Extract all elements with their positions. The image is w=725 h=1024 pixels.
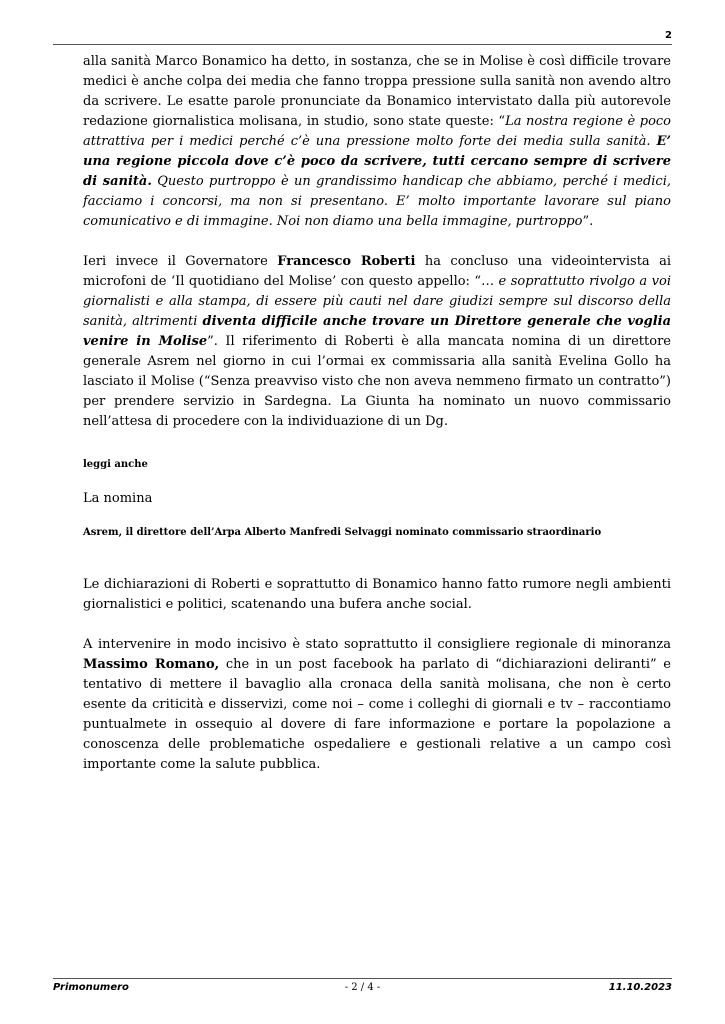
quote-italic: Questo purtroppo è un grandissimo handicap che abbiamo, perché i medici, facciamo i concorsi, ma non si presentano. E’ molto importante lavorare sul piano comunicativo e di immagine. Noi non diamo una bella immagine, purtroppo xyxy=(83,174,671,229)
text-span: A intervenire in modo incisivo è stato soprattutto il consigliere regionale di minoranza xyxy=(83,637,671,652)
related-category: La nomina xyxy=(83,491,153,506)
name-bold: Francesco Roberti xyxy=(277,254,416,269)
footer-source: Primonumero xyxy=(53,982,129,993)
header-divider xyxy=(53,44,672,45)
quote-italic: … e soprattutto rivolgo a voi giornalisti e alla stampa, di essere più cauti nel dare giudizi sempre sul discorso della sanità, altrimenti xyxy=(83,274,671,329)
paragraph-reactions: Le dichiarazioni di Roberti e soprattutto di Bonamico hanno fatto rumore negli ambienti giornalistici e politici, scatenando una bufera anche social. xyxy=(83,577,671,612)
related-heading: leggi anche xyxy=(83,459,148,470)
paragraph-roberti xyxy=(83,252,671,432)
footer-page-count: - 2 / 4 - xyxy=(344,982,381,993)
text-span: Ieri invece il Governatore xyxy=(83,254,278,269)
text-span: ”. xyxy=(207,334,218,349)
quote-italic: La nostra regione è poco attrattiva per i medici perché c’è una pressione molto forte dei media sulla sanità. xyxy=(83,114,671,149)
paragraph-romano xyxy=(83,635,671,775)
page-footer xyxy=(53,982,672,996)
text-span: Il riferimento di Roberti è alla mancata nomina di un direttore generale Asrem nel giorno in cui l’ormai ex commissaria alla sanità Evelina Gollo ha lasciato il Molise (“Senza preavviso visto che non aveva nemmeno firmato un contratto”) per prendere servizio in Sardegna. La Giunta ha nominato un nuovo commissario nell’attesa di procedere con la individuazione di un Dg. xyxy=(83,334,671,429)
text-span: che in un post facebook ha parlato di “dichiarazioni deliranti” e tentativo di mettere il bavaglio alla cronaca della sanità molisana, che non è certo esente da criticità e disservizi, come noi – come i colleghi di giornali e tv – raccontiamo puntualmete in ossequio al dovere di fare informazione e portare la popolazione a conoscenza delle problematiche ospedaliere e gestionali relative a un campo così importante come la salute pubblica. xyxy=(83,657,671,772)
quote-bold-italic: E’ una regione piccola dove c’è poco da scrivere, tutti cercano sempre di scrivere di sanità. xyxy=(83,134,671,189)
quote-bold-italic: diventa difficile anche trovare un Direttore generale che voglia venire in Molise xyxy=(83,314,671,349)
paragraph-bonamico xyxy=(83,52,671,232)
footer-divider xyxy=(53,978,672,979)
text-span: ha concluso una videointervista ai microfoni de ‘Il quotidiano del Molise’ con questo appello: “ xyxy=(83,254,671,289)
name-bold: Massimo Romano, xyxy=(83,657,220,672)
text-span: ”. xyxy=(582,214,594,229)
footer-date: 11.10.2023 xyxy=(608,982,672,993)
text-span: alla sanità Marco Bonamico ha detto, in sostanza, che se in Molise è così difficile trovare medici è anche colpa dei media che fanno troppa pressione sulla sanità non avendo altro da scrivere. Le esatte parole pronunciate da Bonamico intervistato dalla più autorevole redazione giornalistica molisana, in studio, sono state queste: “ xyxy=(83,54,671,129)
article-body xyxy=(83,52,671,795)
related-article-link[interactable]: Asrem, il direttore dell’Arpa Alberto Manfredi Selvaggi nominato commissario straordinario xyxy=(83,527,602,538)
page-number: 2 xyxy=(665,30,672,41)
